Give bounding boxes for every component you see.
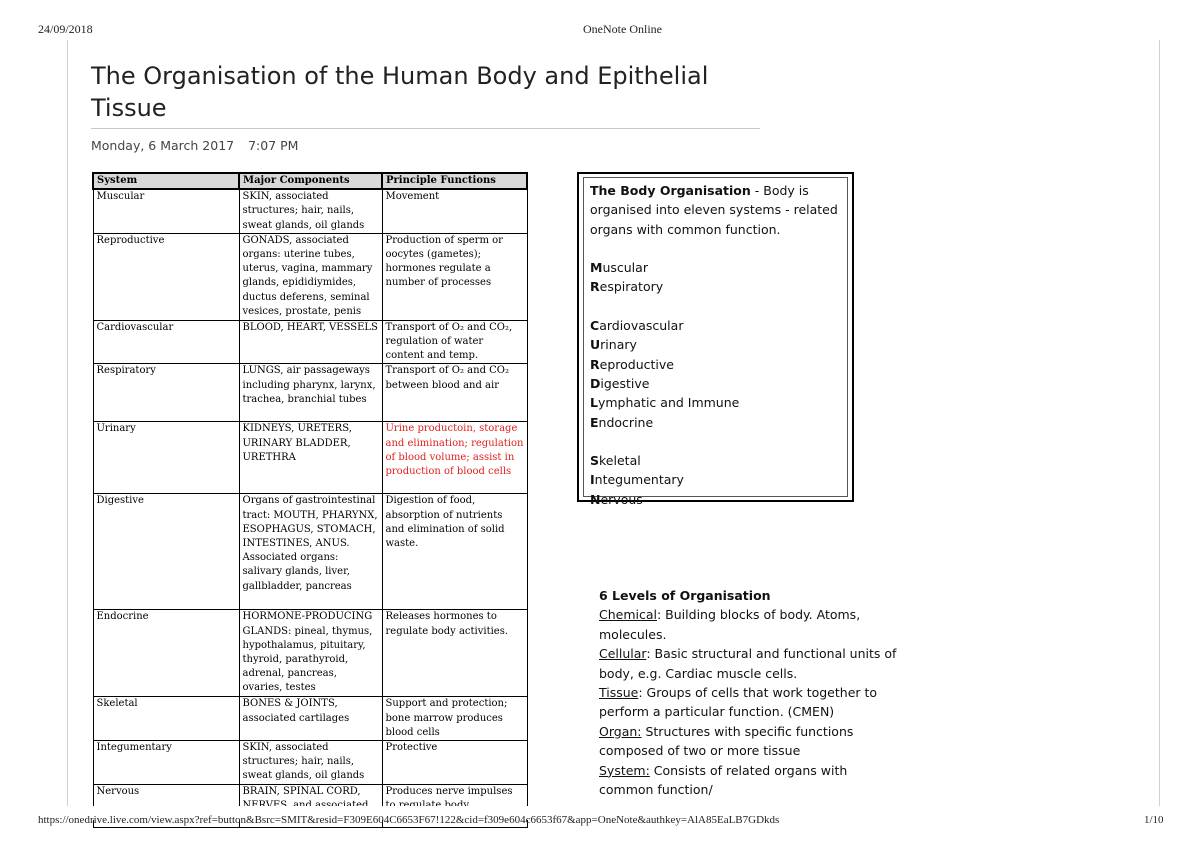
system-list-item: [590, 258, 841, 277]
body-organisation-text: - Body is organised into eleven systems - related organs with common function.: [590, 183, 838, 237]
system-rest: ndocrine: [598, 414, 654, 430]
system-initial: C: [590, 318, 600, 334]
system-rest: rinary: [600, 337, 637, 353]
system-list-item: [590, 374, 841, 393]
print-date: 24/09/2018: [38, 22, 93, 36]
level-description: Consists of related organs with common function/: [599, 762, 848, 798]
functions-cell: Movement: [382, 189, 527, 233]
system-cell: Skeletal: [93, 697, 239, 741]
system-cell: Digestive: [93, 494, 239, 610]
components-cell: HORMONE-PRODUCING GLANDS: pineal, thymus, hypothalamus, pituitary, thyroid, parathyroid, adrenal, pancreas, ovaries, testes: [239, 610, 382, 697]
components-cell: LUNGS, air passageways including pharynx, larynx, trachea, branchial tubes: [239, 364, 382, 422]
table-row: [93, 233, 527, 320]
level-description: : Groups of cells that work together to perform a particular function. (CMEN): [599, 685, 878, 720]
table-header-row: [93, 173, 527, 189]
spacer: [590, 297, 841, 316]
system-rest: igestive: [600, 375, 650, 391]
system-rest: ntegumentary: [594, 472, 684, 488]
page-left-border: [67, 40, 68, 806]
system-list-item: [590, 451, 841, 470]
functions-cell: Digestion of food, absorption of nutrients and elimination of solid waste.: [382, 494, 527, 610]
spacer: [590, 432, 841, 451]
system-cell: Urinary: [93, 422, 239, 494]
system-rest: keletal: [599, 453, 641, 469]
functions-cell: Protective: [382, 741, 527, 785]
system-list-item: [590, 470, 841, 489]
functions-cell: Transport of O₂ and CO₂, regulation of water content and temp.: [382, 320, 527, 364]
body-organisation-content: [583, 177, 848, 507]
system-list-item: [590, 413, 841, 432]
system-initial: E: [590, 414, 599, 430]
title-divider: [91, 128, 760, 129]
table-row: [93, 189, 527, 233]
system-list-item: [590, 316, 841, 335]
levels-list: [599, 605, 899, 799]
system-list-item: [590, 393, 841, 412]
table-row: [93, 697, 527, 741]
level-term: System:: [599, 762, 650, 778]
functions-cell: Urine productoin, storage and elimination; regulation of blood volume; assist in production of blood cells: [382, 422, 527, 494]
systems-table: [92, 172, 528, 828]
table-row: [93, 320, 527, 364]
level-term: Chemical: [599, 607, 657, 623]
functions-cell: Support and protection; bone marrow produces blood cells: [382, 697, 527, 741]
level-description: : Building blocks of body. Atoms, molecules.: [599, 607, 861, 642]
level-description: Structures with specific functions composed of two or more tissue: [599, 723, 854, 759]
header-principle-functions: Principle Functions: [382, 173, 527, 189]
level-item: [599, 605, 899, 644]
system-initial: M: [590, 260, 603, 276]
system-initial: U: [590, 337, 601, 353]
system-cell: Endocrine: [93, 610, 239, 697]
levels-of-organisation: [599, 586, 899, 799]
components-cell: GONADS, associated organs: uterine tubes, uterus, vagina, mammary glands, epididiymides, ductus deferens, seminal vesices, prostate, penis: [239, 233, 382, 320]
table-row: [93, 741, 527, 785]
level-item: [599, 683, 899, 722]
system-cell: Integumentary: [93, 741, 239, 785]
system-cell: Nervous: [93, 784, 239, 827]
system-cell: Respiratory: [93, 364, 239, 422]
page-title: The Organisation of the Human Body and Epithelial Tissue: [91, 62, 709, 122]
components-cell: Organs of gastrointestinal tract: MOUTH, PHARYNX, ESOPHAGUS, STOMACH, INTESTINES, ANUS. Associated organs: salivary glands, liver, gallbladder, pancreas: [239, 494, 382, 610]
spacer: [590, 239, 841, 258]
table-row: [93, 494, 527, 610]
body-organisation-box: [577, 172, 854, 507]
levels-heading: 6 Levels of Organisation: [599, 588, 771, 603]
system-initial: S: [590, 453, 600, 469]
components-cell: SKIN, associated structures; hair, nails, sweat glands, oil glands: [239, 189, 382, 233]
print-app-name: OneNote Online: [583, 22, 662, 36]
header-major-components: Major Components: [239, 173, 382, 189]
system-mnemonic-list: [590, 258, 841, 509]
components-cell: SKIN, associated structures; hair, nails, sweat glands, oil glands: [239, 741, 382, 785]
functions-cell: Production of sperm or oocytes (gametes); hormones regulate a number of processes: [382, 233, 527, 320]
table-row: [93, 422, 527, 494]
level-item: [599, 644, 899, 683]
functions-cell: Transport of O₂ and CO₂ between blood and air: [382, 364, 527, 422]
system-initial: R: [590, 356, 600, 372]
print-page-number: 1/10: [1144, 814, 1164, 826]
page-datetime: [91, 138, 298, 153]
system-list-item: [590, 355, 841, 374]
system-initial: L: [590, 395, 598, 411]
table-row: [93, 610, 527, 697]
body-organisation-intro: [590, 181, 841, 239]
page-date: Monday, 6 March 2017: [91, 138, 235, 153]
level-item: [599, 722, 899, 761]
system-initial: D: [590, 375, 601, 391]
level-item: [599, 761, 899, 800]
system-rest: espiratory: [599, 279, 664, 295]
table-row: [93, 364, 527, 422]
functions-cell: Produces nerve impulses: [382, 784, 527, 827]
level-term: Organ:: [599, 723, 642, 739]
level-term: Cellular: [599, 646, 647, 662]
system-list-item: [590, 490, 841, 509]
system-initial: I: [590, 472, 595, 488]
system-list-item: [590, 277, 841, 296]
system-list-item: [590, 335, 841, 354]
system-initial: R: [590, 279, 600, 295]
components-cell: BRAIN, SPINAL CORD,: [239, 784, 382, 827]
functions-cell: Releases hormones to regulate body activities.: [382, 610, 527, 697]
components-cell: BLOOD, HEART, VESSELS: [239, 320, 382, 364]
page-right-border: [1159, 40, 1160, 806]
system-rest: uscular: [602, 260, 648, 276]
components-cell: KIDNEYS, URETERS, URINARY BLADDER, URETHRA: [239, 422, 382, 494]
system-rest: ymphatic and Immune: [597, 395, 740, 411]
system-rest: ardiovascular: [599, 318, 684, 334]
system-cell: Muscular: [93, 189, 239, 233]
system-rest: ervous: [600, 491, 643, 507]
components-cell: BONES & JOINTS, associated cartilages: [239, 697, 382, 741]
system-cell: Cardiovascular: [93, 320, 239, 364]
page-time: 7:07 PM: [248, 138, 299, 153]
level-description: : Basic structural and functional units of body, e.g. Cardiac muscle cells.: [599, 646, 897, 681]
print-url: https://onedrive.live.com/view.aspx?ref=button&Bsrc=SMIT&resid=F309E604C6653F67!122&cid=f309e604c6653f67&app=OneNote&authkey=AlA85EaLB7GDkds: [38, 814, 780, 826]
system-initial: N: [590, 491, 601, 507]
body-organisation-heading: The Body Organisation: [590, 183, 751, 198]
system-rest: eproductive: [599, 356, 674, 372]
header-system: System: [93, 173, 239, 189]
level-term: Tissue: [599, 685, 639, 701]
system-cell: Reproductive: [93, 233, 239, 320]
